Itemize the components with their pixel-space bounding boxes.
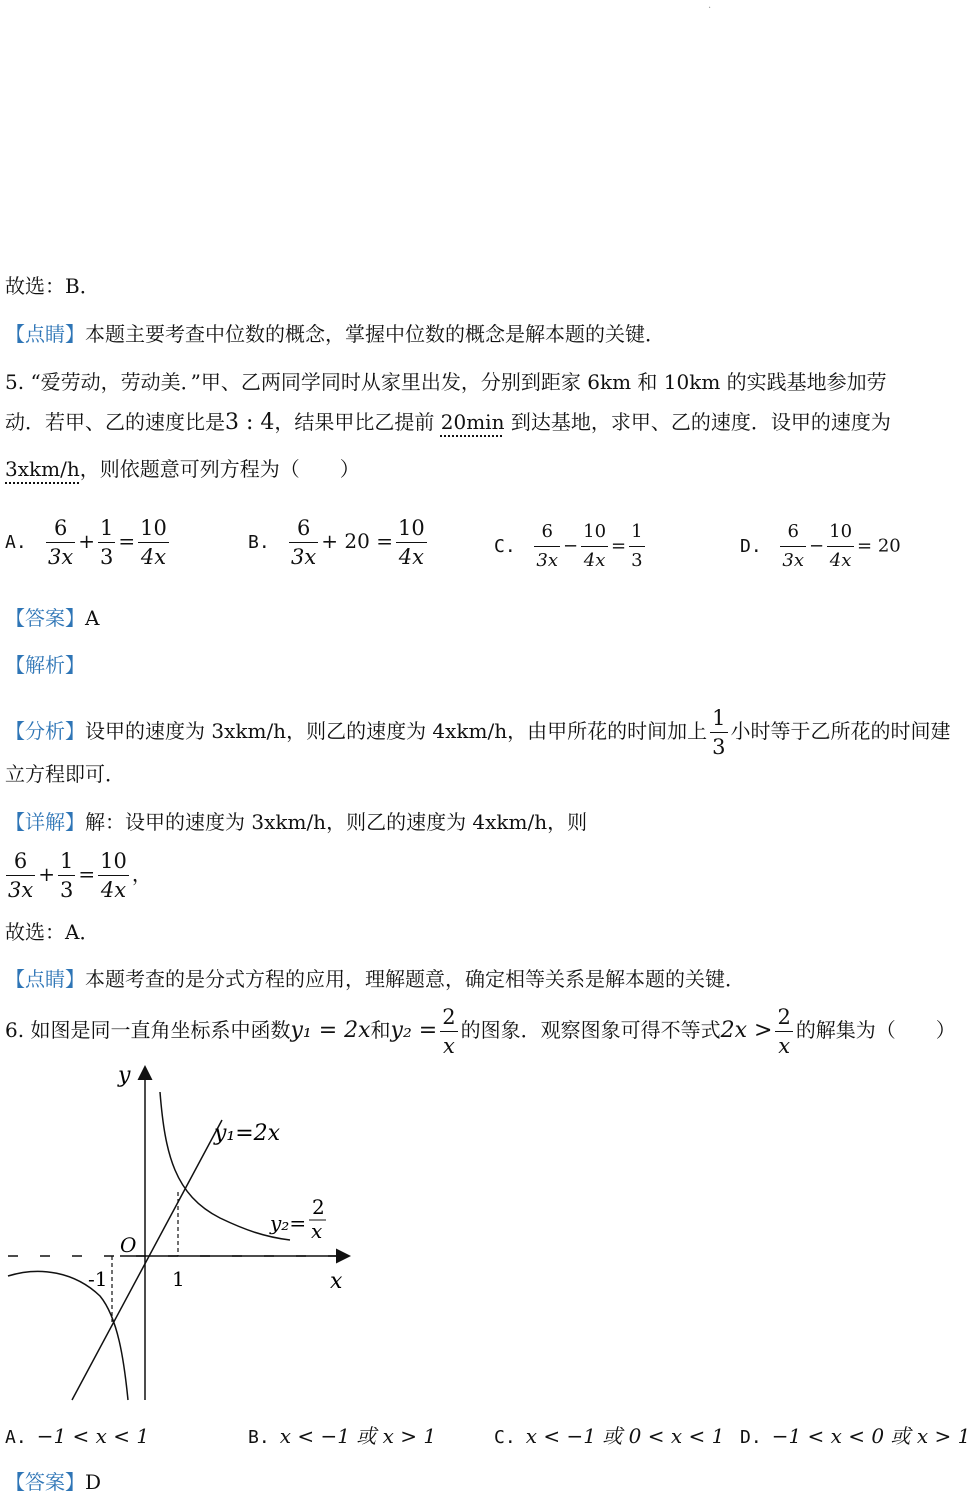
y-axis-label: y [118,1063,131,1088]
line-y1 [72,1120,222,1400]
answer-value: A [85,606,100,630]
fraction: $\frac{1}{3}$ [712,706,726,759]
y2-label-den: x [311,1219,323,1243]
answer-6 [5,1468,101,1496]
option-label: A. [5,1427,27,1448]
q5-speed: 3xkm/h [5,457,80,481]
equation: $\frac{6}{3x}$ + $\frac{1}{3}$ = $\frac{10}{4x}$ ， [8,849,152,902]
fraction: $\frac{6}{3x}$ [534,518,560,575]
y1-expr: y₁ = 2x [290,1018,371,1043]
analysis-tag: 【解析】 [5,653,85,677]
note-text: 本题主要考查中位数的概念，掌握中位数的概念是解本题的关键． [85,322,665,346]
top-dot: . [708,0,712,11]
q5-option-a[interactable]: A. $\frac{6}{3x}$ + $\frac{1}{3}$ = $\frac{10}{4x}$ [5,516,167,569]
xiangjie-tag: 【详解】 [5,810,85,834]
fraction: $\frac{6}{3x}$ [780,518,806,575]
prev-choice: 故选：B． [5,274,100,298]
q5-text: 动．若甲、乙的速度比是 [5,410,225,434]
q5-emphasis: 20min [440,410,505,434]
y2-label: y₂= [270,1211,307,1235]
ineq-expr: 2x > [720,1018,773,1043]
fraction: $\frac{6}{3x}$ [48,516,74,569]
q5-option-d[interactable]: D. $\frac{6}{3x}$ − $\frac{10}{4x}$ = 20 [740,518,901,575]
fraction: $\frac{1}{3}$ [629,518,644,575]
option-text: x < −1 或 0 < x < 1 [525,1424,725,1448]
option-label: D. [740,1427,762,1448]
note-5 [5,965,745,993]
q5-option-b[interactable]: B. $\frac{6}{3x}$ + 20 = $\frac{10}{4x}$ [248,516,425,569]
fenxi-text: 设甲的速度为 3xkm/h，则乙的速度为 4xkm/h，由甲所花的时间加上 [85,719,708,743]
y2-expr: y₂ = [390,1018,438,1043]
tick-label-neg1: -1 [88,1267,108,1291]
option-label: C. [494,535,516,557]
fraction: $\frac{6}{3x}$ [8,849,34,902]
q6-option-d[interactable] [740,1422,970,1452]
choice-5: 故选：A． [5,920,100,944]
note-tag: 【点睛】 [5,967,85,991]
fenxi-line-1 [5,704,951,761]
option-text: −1 < x < 0 或 x > 1 [771,1424,971,1448]
prev-note [5,320,665,348]
option-text: x < −1 或 x > 1 [279,1424,437,1448]
y1-label: y₁=2x [214,1121,281,1146]
xiangjie-text: 解：设甲的速度为 3xkm/h，则乙的速度为 4xkm/h，则 [85,810,588,834]
fraction: $\frac{6}{3x}$ [291,516,317,569]
option-label: B. [248,1427,270,1448]
option-label: A. [5,532,27,553]
fraction: $\frac{10}{4x}$ [140,516,167,569]
fenxi-tag: 【分析】 [5,719,85,743]
xiangjie-line [5,808,587,836]
fenxi-text: 小时等于乙所花的时间建 [730,719,951,743]
q5-ratio: 3 : 4 [225,410,275,435]
fraction: $\frac{10}{4x}$ [827,518,854,575]
fraction: $\frac{10}{4x}$ [581,518,608,575]
fraction: $\frac{10}{4x}$ [100,849,127,902]
q5-text: ，结果甲比乙提前 [274,410,441,434]
option-label: B. [248,532,270,553]
x-axis-label: x [330,1269,343,1294]
fraction: $\frac{10}{4x}$ [397,516,425,569]
tick-label-1: 1 [172,1267,185,1291]
q5-line-3 [5,455,360,483]
origin-label: O [120,1233,137,1257]
q5-line-2 [5,408,891,437]
answer-value: D [85,1470,102,1494]
fraction: $\frac{1}{3}$ [100,516,114,569]
q6-option-b[interactable] [248,1422,436,1452]
q5-text: 到达基地，求甲、乙的速度．设甲的速度为 [504,410,891,434]
fraction: $\frac{1}{3}$ [59,849,74,902]
note-text: 本题考查的是分式方程的应用，理解题意，确定相等关系是解本题的关键． [85,967,745,991]
answer-5 [5,604,99,632]
option-text: −1 < x < 1 [36,1424,150,1448]
y2-label-num: 2 [312,1195,325,1219]
answer-tag: 【答案】 [5,1470,85,1494]
q6-option-a[interactable] [5,1422,149,1452]
function-graph [0,1060,360,1410]
q5-line-1: 5. “爱劳动，劳动美．”甲、乙两同学同时从家里出发，分别到距家 6km 和 10km 的实践基地参加劳 [5,370,887,394]
answer-tag: 【答案】 [5,606,85,630]
curve-y2-left [8,1271,128,1400]
fraction: $\frac{2}{x}$ [777,1005,791,1058]
q5-option-c[interactable]: C. $\frac{6}{3x}$ − $\frac{10}{4x}$ = $\frac{1}{3}$ [494,518,648,575]
fraction: $\frac{2}{x}$ [442,1005,456,1058]
note-tag: 【点睛】 [5,322,85,346]
option-label: D. [740,535,762,557]
option-label: C. [494,1427,516,1448]
fenxi-line-2: 立方程即可． [5,762,125,786]
q6-option-c[interactable] [494,1422,724,1452]
q6-line: 6. 如图是同一直角坐标系中函数y₁ = 2x和y₂ = $\frac{2}{x}$ 的图象．观察图象可得不等式2x > $\frac{2}{x}$ 的解集为（ ） [5,1005,956,1058]
q5-text: ，则依题意可列方程为（ ） [79,457,360,481]
